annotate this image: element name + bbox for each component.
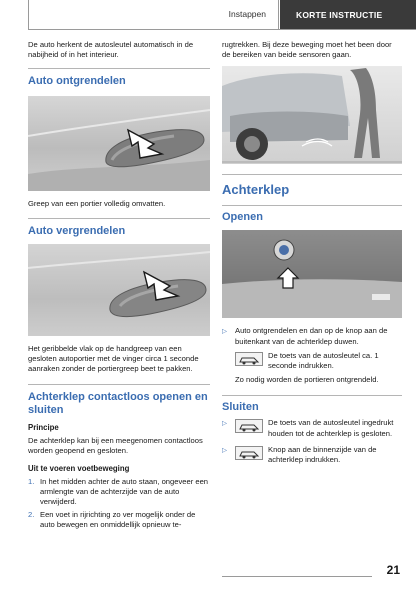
close-button-note	[235, 445, 402, 465]
section-title: Achterklep	[222, 182, 290, 198]
open-step-text: Auto ontgrendelen en dan op de knop aan de buitenkant van de achterklep duwen.	[235, 326, 388, 346]
page-number: 21	[386, 563, 400, 577]
unlock-caption: Greep van een portier volledig omvatten.	[28, 199, 166, 209]
open-heading: Openen	[222, 211, 263, 224]
header-left-border	[28, 0, 29, 30]
close-button-step	[222, 445, 402, 465]
footer-rule	[222, 576, 372, 577]
foot-gesture-photo	[222, 66, 402, 164]
lock-caption: Het geribbelde vlak op de handgreep van een gesloten autoportier met de vinger circa 1 seconde aanraken zonder de portiergreep beet te pakken.	[28, 343, 199, 374]
triangle-right-icon: ▷	[222, 328, 227, 336]
section-divider	[222, 205, 402, 206]
triangle-right-icon: ▷	[222, 446, 227, 454]
list-item	[28, 510, 210, 530]
list-item	[28, 477, 210, 508]
door-handle-touch-illustration	[28, 244, 210, 336]
door-handle-touch-photo	[28, 244, 210, 336]
lock-heading: Auto vergrendelen	[28, 224, 126, 237]
car-key-button-icon	[235, 419, 263, 433]
open-step	[222, 326, 402, 346]
close-step-text: Knop aan de binnenzijde van de achterklep indrukken.	[268, 444, 377, 465]
close-note-text: De toets van de autosleutel ingedrukt houden tot de achterklep is gesloten.	[268, 418, 394, 438]
step-number: 2.	[28, 510, 35, 520]
close-heading: Sluiten	[222, 401, 259, 414]
section-divider	[28, 384, 210, 385]
section-divider	[222, 174, 402, 175]
principle-heading: Principe	[28, 423, 59, 433]
intro-text: De auto herkent de autosleutel automatisch in de nabijheid of in het interieur.	[28, 40, 194, 60]
close-key-note	[235, 418, 402, 438]
header-chapter-tab: KORTE INSTRUCTIE	[280, 0, 416, 30]
section-divider	[28, 218, 210, 219]
rear-bumper-illustration	[222, 66, 402, 164]
step-text: In het midden achter de auto staan, ongeveer een armlengte van de achterzijde van de auto verwijderd.	[40, 476, 209, 507]
door-handle-grip-photo	[28, 96, 210, 191]
tailgate-button-illustration	[222, 230, 402, 318]
triangle-right-icon: ▷	[222, 420, 227, 428]
right-column	[222, 40, 402, 465]
section-divider	[28, 68, 210, 69]
door-handle-illustration	[28, 96, 210, 191]
car-key-button-icon	[235, 446, 263, 460]
section-divider	[222, 395, 402, 396]
movement-steps	[28, 477, 210, 531]
open-key-note	[222, 351, 402, 371]
tailgate-button-photo	[222, 230, 402, 318]
principle-text: De achterklep kan bij een meegenomen contactloos worden geopend en gesloten.	[28, 436, 203, 456]
open-extra-text: Zo nodig worden de portieren ontgrendeld.	[235, 375, 379, 385]
step-text: Een voet in rijrichting zo ver mogelijk onder de auto bewegen en onmiddellijk opnieuw te-	[40, 510, 196, 530]
close-key-step	[222, 418, 402, 438]
open-note-text: De toets van de autosleutel ca. 1 seconde indrukken.	[268, 350, 379, 371]
header-section-title: Instappen	[159, 0, 279, 29]
unlock-heading: Auto ontgrendelen	[28, 75, 126, 88]
continuation-text: rugtrekken. Bij deze beweging moet het been door de bereiken van beide sensoren gaan.	[222, 40, 392, 60]
left-column	[28, 40, 210, 531]
tailgate-heading: Achterklep contactloos openen en sluiten	[28, 391, 208, 417]
step-number: 1.	[28, 476, 35, 486]
car-key-button-icon	[235, 352, 263, 366]
page-header	[0, 0, 416, 30]
header-rule	[28, 29, 416, 30]
movement-heading: Uit te voeren voetbeweging	[28, 463, 130, 473]
